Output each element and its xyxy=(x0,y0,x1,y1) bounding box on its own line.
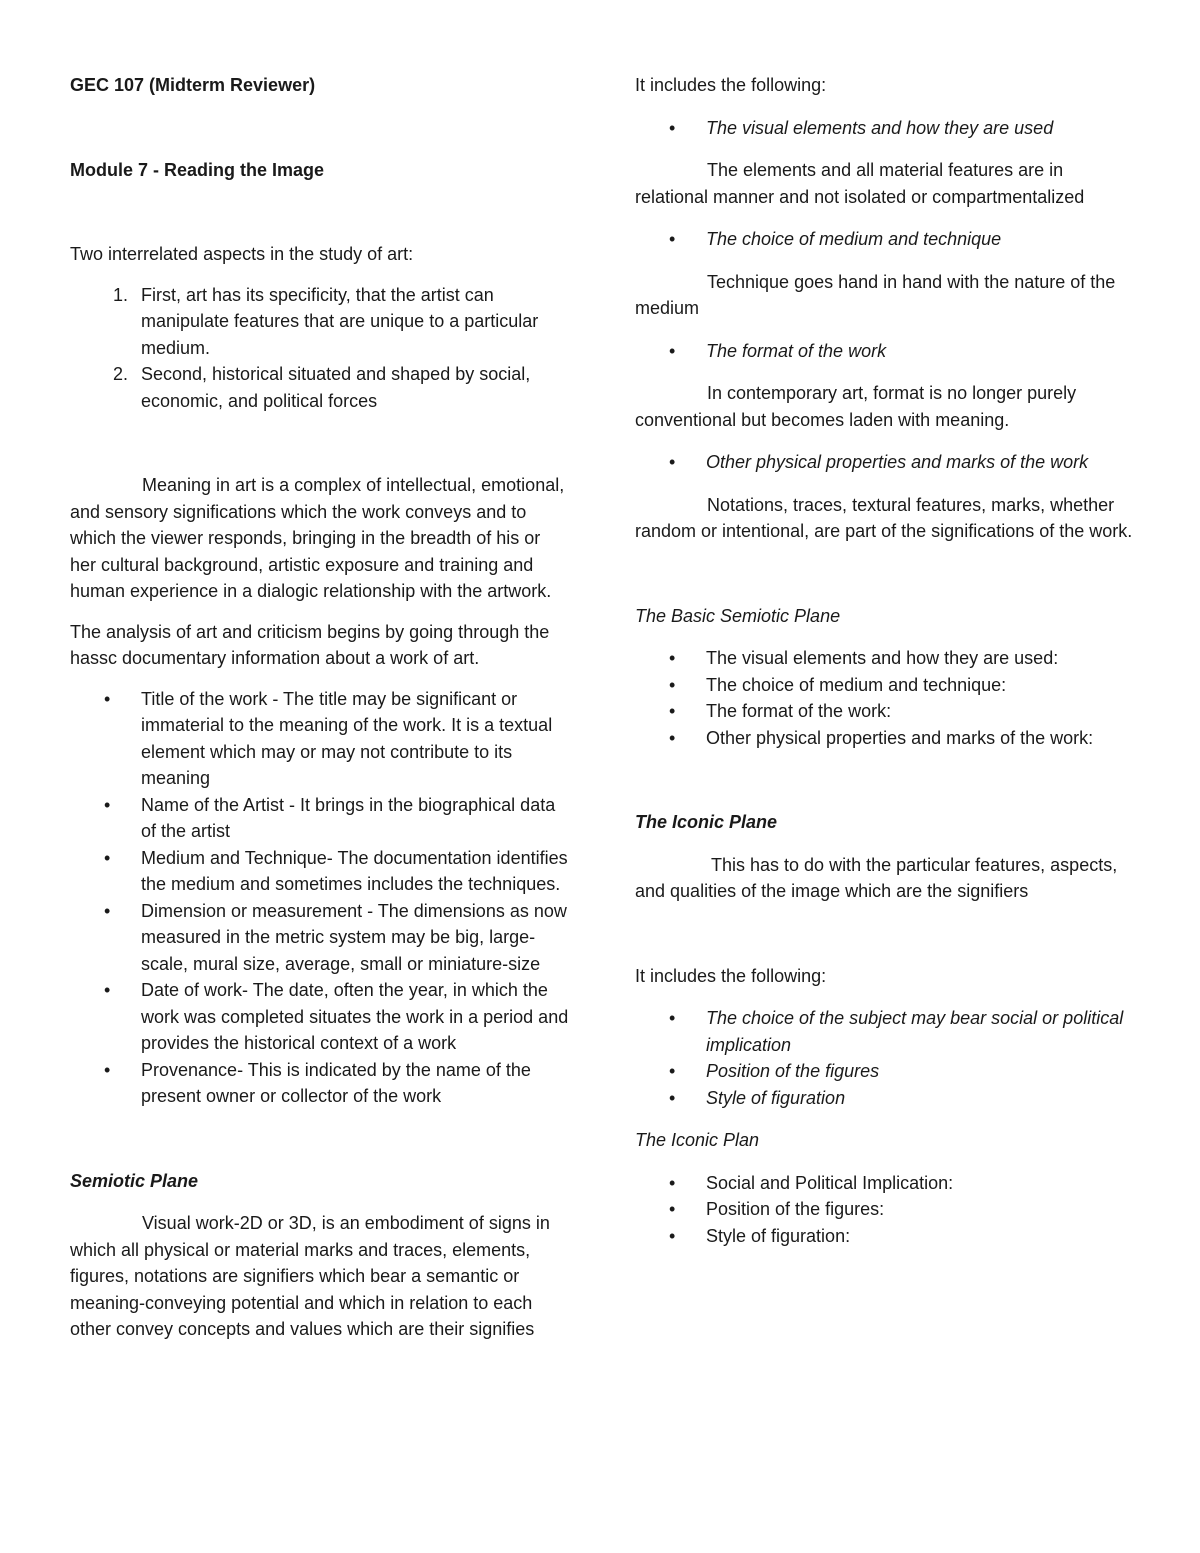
semiotic-item-desc: The elements and all material features are in relational manner and not isolated or compartmentalized xyxy=(635,160,1085,207)
semiotic-item-desc: Notations, traces, textural features, marks, whether random or intentional, are part of the significations of the work. xyxy=(635,494,1133,541)
bullet-icon: • xyxy=(669,1172,676,1193)
iconic-plan-heading: The Iconic Plan xyxy=(635,1130,760,1150)
semiotic-item-desc: In contemporary art, format is no longer purely conventional but becomes laden with meaning. xyxy=(635,383,1077,430)
list-item: • The visual elements and how they are used: xyxy=(706,645,1135,672)
bullet-icon: • xyxy=(669,1199,676,1219)
bullet-icon: • xyxy=(104,688,111,709)
list-item: • Provenance- This is indicated by the name of the present owner or collector of the work xyxy=(141,1057,570,1110)
bullet-icon: • xyxy=(104,1059,111,1080)
list-item: • Medium and Technique- The documentation identifies the medium and sometimes includes the techniques. xyxy=(141,845,570,898)
bullet-icon: • xyxy=(669,727,676,748)
list-item: • Position of the figures: xyxy=(706,1196,1135,1223)
documentary-list xyxy=(70,686,570,1110)
course-title: GEC 107 (Midterm Reviewer) xyxy=(70,75,316,95)
list-item: • Date of work- The date, often the year, in which the work was completed situates the work in a period and provides the historical context of a work xyxy=(141,977,570,1057)
includes-label-1: It includes the following: xyxy=(635,75,827,95)
iconic-paragraph: This has to do with the particular features, aspects, and qualities of the image which are the signifiers xyxy=(635,854,1118,901)
bullet-icon: • xyxy=(669,1008,676,1028)
includes-label-2: It includes the following: xyxy=(635,965,827,986)
bullet-icon: • xyxy=(669,701,676,721)
aspects-list xyxy=(70,282,570,415)
list-item: • Position of the figures xyxy=(706,1058,1135,1085)
list-item: • Other physical properties and marks of the work: xyxy=(706,725,1135,752)
list-item: 2. Second, historical situated and shaped by social, economic, and political forces xyxy=(113,364,531,411)
bullet-icon: • xyxy=(669,674,676,695)
list-item: • Style of figuration xyxy=(706,1085,1135,1112)
iconic-heading: The Iconic Plane xyxy=(635,812,778,832)
bullet-icon: • xyxy=(669,452,676,472)
list-item: • Title of the work - The title may be significant or immaterial to the meaning of the work. It is a textual element which may or may not contribute to its meaning xyxy=(141,686,570,792)
bullet-icon: • xyxy=(669,1087,676,1108)
basic-semiotic-heading: The Basic Semiotic Plane xyxy=(635,605,841,626)
list-item: • Social and Political Implication: xyxy=(706,1170,1135,1197)
list-item: • Name of the Artist - It brings in the biographical data of the artist xyxy=(141,792,570,845)
list-item: • The format of the work: xyxy=(706,698,1135,725)
left-column xyxy=(70,72,570,1343)
iconic-plan-list xyxy=(635,1170,1135,1250)
module-title: Module 7 - Reading the Image xyxy=(70,159,325,180)
analysis-paragraph: The analysis of art and criticism begins by going through the hassc documentary information about a work of art. xyxy=(70,621,550,668)
list-item: • The choice of the subject may bear social or political implication xyxy=(706,1005,1135,1058)
list-item: • Other physical properties and marks of the work xyxy=(706,449,1135,476)
bullet-icon: • xyxy=(104,794,111,815)
meaning-paragraph: Meaning in art is a complex of intellectual, emotional, and sensory significations which the work conveys and to which the viewer responds, bringing in the breadth of his or her cultural background, artistic exposure and training and human experience in a dialogic relationship with the artwork. xyxy=(70,475,565,601)
bullet-icon: • xyxy=(669,117,676,138)
bullet-icon: • xyxy=(669,648,676,668)
list-item: • Dimension or measurement - The dimensions as now measured in the metric system may be big, large-scale, mural size, average, small or miniature-size xyxy=(141,898,570,978)
bullet-icon: • xyxy=(669,1225,676,1246)
semiotic-heading: Semiotic Plane xyxy=(70,1170,199,1191)
bullet-icon: • xyxy=(669,340,676,361)
iconic-items-list xyxy=(635,1005,1135,1111)
aspects-intro: Two interrelated aspects in the study of art: xyxy=(70,244,414,264)
list-item: • The format of the work xyxy=(706,338,1135,365)
list-item: • The choice of medium and technique xyxy=(706,226,1135,253)
right-column xyxy=(635,72,1135,1249)
semiotic-items-list xyxy=(635,115,1135,142)
bullet-icon: • xyxy=(104,980,111,1000)
bullet-icon: • xyxy=(669,229,676,249)
bullet-icon: • xyxy=(104,847,111,868)
list-item: • Style of figuration: xyxy=(706,1223,1135,1250)
basic-semiotic-list xyxy=(635,645,1135,751)
list-item: • The choice of medium and technique: xyxy=(706,672,1135,699)
bullet-icon: • xyxy=(104,900,111,921)
semiotic-paragraph: Visual work-2D or 3D, is an embodiment of signs in which all physical or material marks and traces, elements, figures, notations are signifiers which bear a semantic or meaning-conveying potential and which in relation to each other convey concepts and values which are their signifies xyxy=(70,1213,550,1339)
list-item: • The visual elements and how they are used xyxy=(706,115,1135,142)
bullet-icon: • xyxy=(669,1061,676,1081)
list-item: 1. First, art has its specificity, that the artist can manipulate features that are unique to a particular medium. xyxy=(113,284,539,358)
semiotic-item-desc: Technique goes hand in hand with the nature of the medium xyxy=(635,271,1116,318)
